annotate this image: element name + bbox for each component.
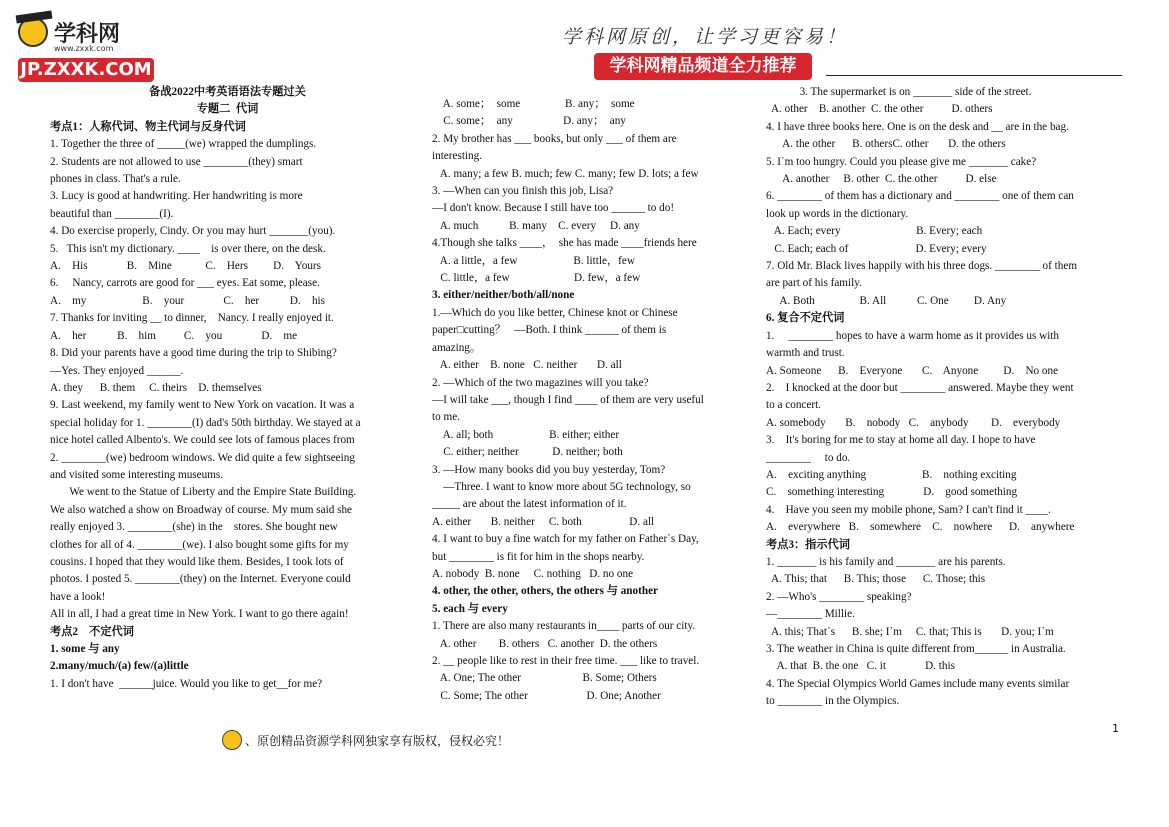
text-line: 5. each 与 every xyxy=(432,602,508,615)
text-line: photos. I posted 5. ________(they) on the Internet. Everyone could xyxy=(50,573,351,586)
text-line: 1.—Which do you like better, Chinese knot or Chinese xyxy=(432,306,678,319)
text-line: 4. Have you seen my mobile phone, Sam? I can't find it ____. xyxy=(766,503,1051,516)
text-line: 3. Lucy is good at handwriting. Her handwriting is more xyxy=(50,190,303,203)
text-line: C. Some; The other D. One; Another xyxy=(432,689,661,702)
text-line: 2. —Which of the two magazines will you take? xyxy=(432,376,649,389)
text-line: paper□cutting？ —Both. I think ______ of them is xyxy=(432,324,667,337)
text-line: A. her B. him C. you D. me xyxy=(50,329,298,342)
text-line: 1. I don't have ______juice. Would you like to get__for me? xyxy=(50,677,323,690)
text-line: A. this; That᾿s B. she; I᾿m C. that; This is D. you; I᾿m xyxy=(766,625,1054,638)
text-line: 6. Nancy, carrots are good for ___ eyes. Eat some, please. xyxy=(50,277,320,290)
text-line: A. other B. others C. another D. the others xyxy=(432,637,658,650)
text-line: and visited some interesting museums. xyxy=(50,468,224,481)
text-line: 4. Do exercise properly, Cindy. Or you may hurt _______(you). xyxy=(50,225,336,238)
text-line: 2.many/much/(a) few/(a)little xyxy=(50,660,189,673)
text-line: C. some； any D. any； any xyxy=(432,115,626,128)
text-line: A. This; that B. This; those C. Those; this xyxy=(766,573,986,586)
text-line: 4. The Special Olympics World Games include many events similar xyxy=(766,677,1070,690)
text-line: A. they B. them C. theirs D. themselves xyxy=(50,381,262,394)
text-line: A. another B. other C. the other D. else xyxy=(766,173,997,186)
text-line: 3. It's boring for me to stay at home all day. I hope to have xyxy=(766,434,1036,447)
text-line: 2. ________(we) bedroom windows. We did quite a few sightseeing xyxy=(50,451,355,464)
text-line: to me. xyxy=(432,411,460,424)
text-line: 2. My brother has ___ books, but only ___ of them are xyxy=(432,132,677,145)
text-line: 3. The supermarket is on _______ side of the street. xyxy=(766,86,1032,98)
text-line: really enjoyed 3. ________(she) in the stores. She bought new xyxy=(50,521,338,534)
text-line: amazing。 xyxy=(432,341,482,354)
text-line: A. that B. the one C. it D. this xyxy=(766,660,955,673)
text-line: to ________ in the Olympics. xyxy=(766,695,900,708)
text-line: 2. Students are not allowed to use ________(they) smart xyxy=(50,155,303,168)
text-line: —Three. I want to know more about 5G technology, so xyxy=(432,480,691,493)
slogan: 学科网原创，让学习更容易！ xyxy=(562,26,849,48)
page-number: 1 xyxy=(1112,722,1119,735)
text-line: interesting. xyxy=(432,150,483,163)
text-line: 2. —Who's ________ speaking? xyxy=(766,590,912,603)
text-line: look up words in the dictionary. xyxy=(766,207,909,220)
header-rule xyxy=(826,75,1122,76)
text-line: to a concert. xyxy=(766,399,821,412)
text-line: 4. I want to buy a fine watch for my father on Father᾿s Day, xyxy=(432,533,699,546)
text-line: 1. some 与 any xyxy=(50,643,120,655)
text-line: 考点3：指示代词 xyxy=(766,538,850,551)
text-line: A. everywhere B. somewhere C. nowhere D. anywhere xyxy=(766,521,1075,534)
text-line: A. nobody B. none C. nothing D. no one xyxy=(432,567,634,580)
text-line: —Yes. They enjoyed ______. xyxy=(50,364,184,377)
text-line: 4.Though she talks ____， she has made ____friends here xyxy=(432,237,697,250)
text-line: 3. either/neither/both/all/none xyxy=(432,289,575,302)
text-line: clothes for all of 4. ________(we). I also bought some gifts for my xyxy=(50,538,349,551)
site-logo[interactable] xyxy=(18,14,158,84)
text-line: —________ Millie. xyxy=(766,608,855,621)
text-line: We went to the Statue of Liberty and the Empire State Building. xyxy=(50,486,357,499)
text-line: 1. Together the three of _____(we) wrapped the dumplings. xyxy=(50,138,317,151)
text-line: 5. This isn't my dictionary. ____ is over there, on the desk. xyxy=(50,242,326,255)
text-line: but ________ is fit for him in the shops nearby. xyxy=(432,550,645,563)
text-line: We also watched a show on Broadway of course. My mum said she xyxy=(50,503,353,516)
logo-url: www.zxxk.com xyxy=(54,44,114,53)
copyright-notice: 、原创精品资源学科网独家享有版权，侵权必究！ xyxy=(245,733,510,748)
text-line: phones in class. That's a rule. xyxy=(50,173,181,186)
text-line: 7. Thanks for inviting __ to dinner, Nancy. I really enjoyed it. xyxy=(50,312,334,325)
text-line: are part of his family. xyxy=(766,277,862,290)
text-line: 2. I knocked at the door but ________ answered. Maybe they went xyxy=(766,381,1074,394)
text-line: cousins. I hoped that they would like them. Besides, I took lots of xyxy=(50,555,344,568)
text-line: 4. I have three books here. One is on the desk and __ are in the bag. xyxy=(766,120,1069,133)
text-line: C. little，a few D. few，a few xyxy=(432,272,641,285)
mascot-icon xyxy=(222,730,242,750)
text-line: —I don't know. Because I still have too ______ to do! xyxy=(432,202,675,215)
text-line: 3. The weather in China is quite different from______ in Australia. xyxy=(766,643,1066,655)
text-line: A. a little，a few B. little，few xyxy=(432,254,635,267)
text-line: A. His B. Mine C. Hers D. Yours xyxy=(50,260,322,273)
text-line: nice hotel called Albento's. We could see lots of famous places from xyxy=(50,434,355,447)
text-line: 考点1：人称代词、物主代词与反身代词 xyxy=(50,120,246,133)
text-line: A. some； some B. any； some xyxy=(432,98,635,110)
text-line: 3. —When can you finish this job, Lisa? xyxy=(432,185,614,198)
text-line: ________ to do. xyxy=(766,451,851,464)
text-line: 5. I᾿m too hungry. Could you please give me _______ cake? xyxy=(766,155,1037,168)
text-line: All in all, I had a great time in New York. I want to go there again! xyxy=(50,608,349,621)
text-line: 8. Did your parents have a good time during the trip to Shibing? xyxy=(50,347,337,360)
column-3 xyxy=(766,84,1122,711)
promo-banner: 学科网精品频道全力推荐 xyxy=(594,53,812,80)
text-line: A. many; a few B. much; few C. many; few D. lots; a few xyxy=(432,167,699,180)
text-line: 考点2 不定代词 xyxy=(50,625,134,638)
column-1 xyxy=(50,84,405,693)
text-line: 4. other, the other, others, the others 与 another xyxy=(432,585,658,598)
text-line: 9. Last weekend, my family went to New York on vacation. It was a xyxy=(50,399,355,412)
column-2 xyxy=(432,96,740,705)
text-line: 6. ________ of them has a dictionary and ________ one of them can xyxy=(766,190,1074,203)
text-line: C. either; neither D. neither; both xyxy=(432,446,623,459)
text-line: A. other B. another C. the other D. others xyxy=(766,103,993,116)
text-line: 3. —How many books did you buy yesterday, Tom? xyxy=(432,463,666,476)
mascot-icon xyxy=(18,17,48,47)
logo-text: 学科网 xyxy=(54,21,121,47)
text-line: A. either B. none C. neither D. all xyxy=(432,359,622,372)
text-line: 7. Old Mr. Black lives happily with his three dogs. ________ of them xyxy=(766,260,1078,273)
text-line: C. something interesting D. good something xyxy=(766,486,1018,499)
text-line: C. Each; each of D. Every; every xyxy=(766,242,987,255)
text-line: 6. 复合不定代词 xyxy=(766,312,845,325)
text-line: warmth and trust. xyxy=(766,347,845,360)
text-line: 1. ________ hopes to have a warm home as it provides us with xyxy=(766,329,1060,342)
text-line: A. the other B. othersC. other D. the others xyxy=(766,138,1006,151)
text-line: A. my B. your C. her D. his xyxy=(50,294,326,307)
text-line: beautiful than ________(I). xyxy=(50,207,174,220)
text-line: 1. There are also many restaurants in____ parts of our city. xyxy=(432,620,696,633)
text-line: A. much B. many C. every D. any xyxy=(432,219,640,232)
text-line: A. One; The other B. Some; Others xyxy=(432,672,657,685)
logo-domain: JP.ZXXK.COM xyxy=(18,58,154,82)
text-line: —I will take ___, though I find ____ of them are very useful xyxy=(432,393,704,406)
text-line: 1. _______ is his family and _______ are his parents. xyxy=(766,555,1006,568)
text-line: A. all; both B. either; either xyxy=(432,428,620,441)
text-line: have a look! xyxy=(50,590,106,603)
text-line: A. exciting anything B. nothing exciting xyxy=(766,468,1017,481)
text-line: _____ are about the latest information of it. xyxy=(432,498,627,511)
text-line: A. either B. neither C. both D. all xyxy=(432,515,655,528)
text-line: A. somebody B. nobody C. anybody D. everybody xyxy=(766,416,1061,429)
text-line: A. Someone B. Everyone C. Anyone D. No one xyxy=(766,364,1059,377)
text-line: A. Each; every B. Every; each xyxy=(766,225,983,238)
text-line: A. Both B. All C. One D. Any xyxy=(766,294,1007,307)
text-line: 备战2022中考英语语法专题过关 xyxy=(149,86,306,98)
text-line: 专题二 代词 xyxy=(196,103,259,116)
text-line: special holiday for 1. ________(I) dad's 50th birthday. We stayed at a xyxy=(50,416,361,429)
text-line: 2. __ people like to rest in their free time. ___ like to travel. xyxy=(432,655,700,667)
footer xyxy=(222,730,509,750)
